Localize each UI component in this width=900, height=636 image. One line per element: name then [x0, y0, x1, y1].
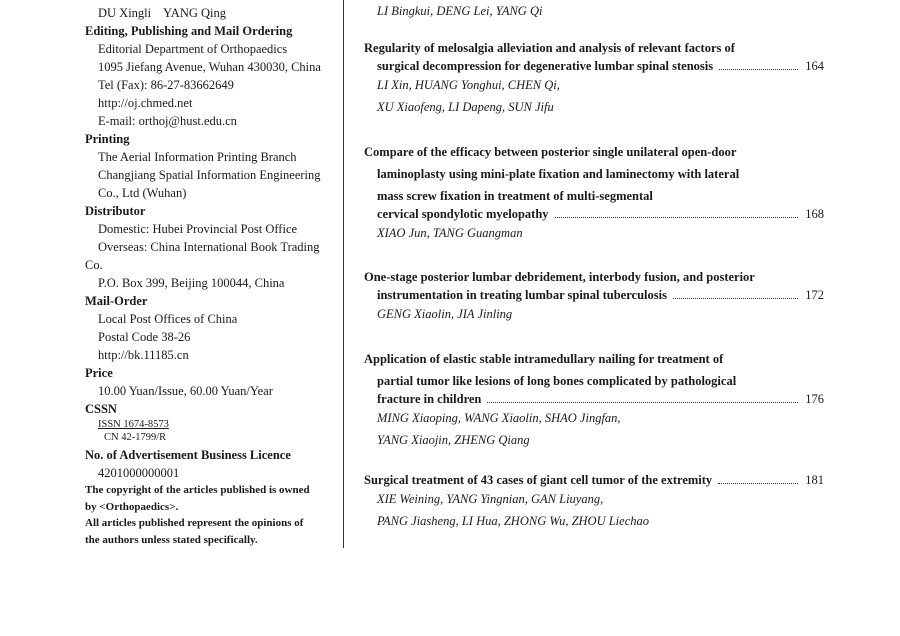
opinion-note: the authors unless stated specifically. [85, 533, 258, 546]
distributor-wrap: Co. [85, 258, 103, 272]
article-title-line: cervical spondylotic myelopathy [377, 207, 549, 221]
leader-dots [673, 298, 798, 299]
journal-info-column [85, 4, 347, 548]
article-title-line: partial tumor like lesions of long bones complicated by pathological [377, 374, 737, 388]
distributor-line: P.O. Box 399, Beijing 100044, China [98, 276, 285, 290]
printing-line: Changjiang Spatial Information Engineering [98, 168, 321, 182]
copyright-note: by <Orthopaedics>. [85, 500, 179, 513]
page-number: 164 [805, 59, 824, 73]
page-number: 181 [805, 473, 824, 487]
article-entry[interactable] [364, 141, 824, 244]
article-title-line: laminoplasty using mini-plate fixation and laminectomy with lateral [377, 167, 740, 181]
article-title-line: One-stage posterior lumbar debridement, interbody fusion, and posterior [364, 270, 755, 284]
opinion-note: All articles published represent the opinions of [85, 517, 304, 529]
mail-order-line: Local Post Offices of China [98, 312, 238, 326]
column-divider [343, 0, 344, 548]
page-number: 172 [805, 288, 824, 302]
cssn-heading: CSSN [85, 402, 117, 416]
printing-line: Co., Ltd (Wuhan) [98, 186, 187, 200]
article-entry[interactable] [364, 266, 824, 325]
article-authors: YANG Xiaojin, ZHENG Qiang [377, 433, 530, 447]
price-heading: Price [85, 366, 113, 380]
article-authors: MING Xiaoping, WANG Xiaolin, SHAO Jingfan, [377, 411, 621, 425]
page-number: 168 [805, 207, 824, 221]
prev-article-authors [364, 0, 824, 22]
printing-line: The Aerial Information Printing Branch [98, 150, 297, 164]
issn-number: ISSN 1674-8573 [98, 419, 169, 430]
article-title-last [364, 59, 824, 74]
editing-line: http://oj.chmed.net [98, 96, 193, 110]
distributor-heading: Distributor [85, 204, 146, 218]
article-authors: XIAO Jun, TANG Guangman [377, 226, 523, 240]
distributor-line: Overseas: China International Book Trading [98, 240, 320, 254]
article-title-last [364, 392, 824, 407]
editing-line: Tel (Fax): 86-27-83662649 [98, 78, 234, 92]
article-title-last [364, 473, 824, 488]
editing-heading: Editing, Publishing and Mail Ordering [85, 24, 293, 38]
article-entry[interactable] [364, 473, 824, 532]
leader-dots [719, 69, 798, 70]
article-title-line: mass screw fixation in treatment of multi-segmental [377, 189, 653, 203]
editing-line: 1095 Jiefang Avenue, Wuhan 430030, China [98, 60, 321, 74]
article-title-line: instrumentation in treating lumbar spinal tuberculosis [377, 288, 667, 302]
article-title-line: Regularity of melosalgia alleviation and analysis of relevant factors of [364, 41, 735, 55]
article-title-last [364, 288, 824, 303]
names-line: DU Xingli YANG Qing [98, 6, 227, 20]
article-authors: GENG Xiaolin, JIA Jinling [377, 307, 513, 321]
mail-order-line: Postal Code 38-26 [98, 330, 191, 344]
printing-heading: Printing [85, 132, 130, 146]
editing-line: Editorial Department of Orthopaedics [98, 42, 288, 56]
editing-line: E-mail: orthoj@hust.edu.cn [98, 114, 237, 128]
article-title-line: surgical decompression for degenerative lumbar spinal stenosis [377, 59, 714, 73]
leader-dots [718, 483, 798, 484]
article-title-line: fracture in children [377, 392, 482, 406]
licence-heading: No. of Advertisement Business Licence [85, 448, 291, 462]
leader-dots [487, 402, 798, 403]
article-title-line: Compare of the efficacy between posterior single unilateral open-door [364, 145, 737, 159]
article-authors: XU Xiaofeng, LI Dapeng, SUN Jifu [377, 100, 554, 114]
leader-dots [555, 217, 798, 218]
article-title-last [364, 207, 824, 222]
licence-number: 4201000000001 [98, 466, 180, 480]
cn-number: CN 42-1799/R [104, 432, 167, 443]
article-authors: XIE Weining, YANG Yingnian, GAN Liuyang, [377, 492, 604, 506]
article-title-line: Surgical treatment of 43 cases of giant cell tumor of the extremity [364, 473, 713, 487]
article-authors: PANG Jiasheng, LI Hua, ZHONG Wu, ZHOU Liechao [377, 514, 649, 528]
copyright-note: The copyright of the articles published is owned [85, 484, 310, 496]
distributor-line: Domestic: Hubei Provincial Post Office [98, 222, 298, 236]
article-entry[interactable] [364, 37, 824, 118]
page-number: 176 [805, 392, 824, 406]
article-entry[interactable] [364, 348, 824, 451]
price-line: 10.00 Yuan/Issue, 60.00 Yuan/Year [98, 384, 273, 398]
article-authors: LI Bingkui, DENG Lei, YANG Qi [377, 4, 543, 18]
article-authors: LI Xin, HUANG Yonghui, CHEN Qi, [377, 78, 560, 92]
article-title-line: Application of elastic stable intramedullary nailing for treatment of [364, 352, 724, 366]
mail-order-heading: Mail-Order [85, 294, 148, 308]
mail-order-line: http://bk.11185.cn [98, 348, 189, 362]
